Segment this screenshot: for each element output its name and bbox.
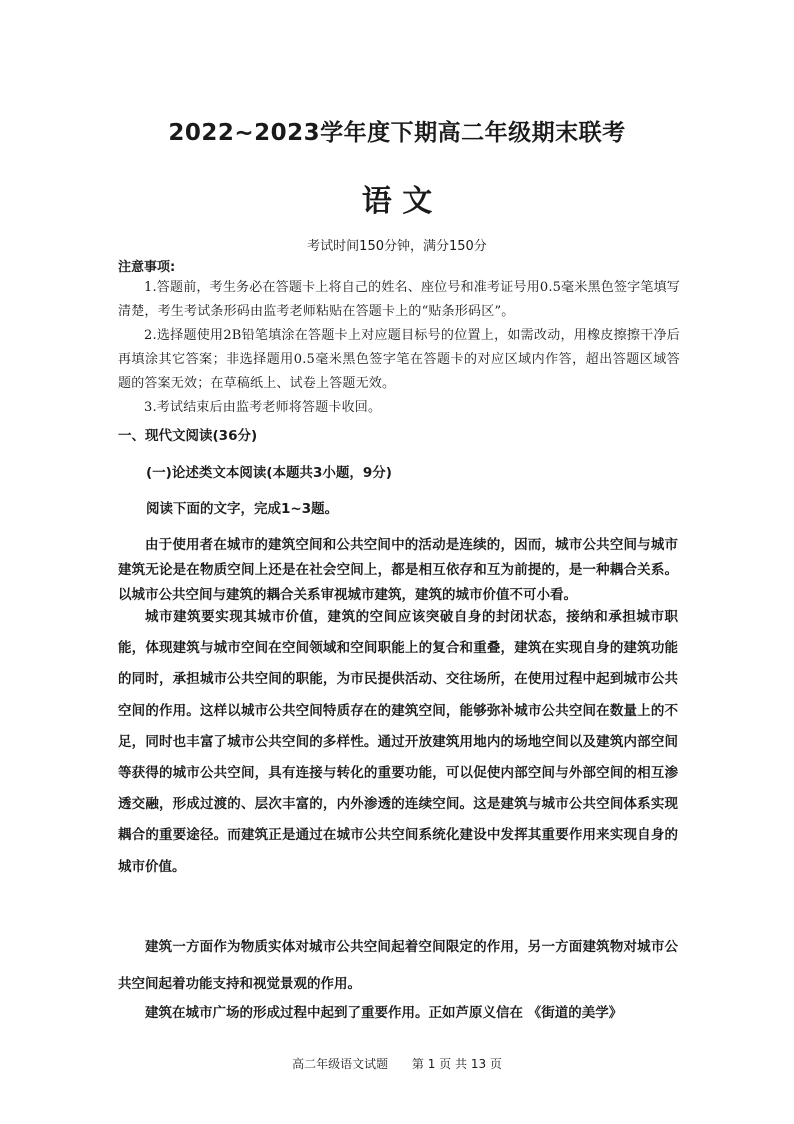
passage-paragraph: 建筑一方面作为物质实体对城市公共空间起着空间限定的作用，另一方面建筑物对城市公共空间起着功能支持和视觉景观的作用。 xyxy=(118,939,678,992)
note-item: 2.选择题使用2B铅笔填涂在答题卡上对应题目标号的位置上，如需改动，用橡皮擦擦干净后再填涂其它答案；非选择题用0.5毫米黑色签字笔在答题卡的对应区域内作答，超出答题区域答题的答案无效；在草稿纸上、试卷上答题无效。 xyxy=(118,328,680,391)
reading-instruction: 阅读下面的文字，完成1~3题。 xyxy=(146,501,339,517)
exam-title: 2022~2023学年度下期高二年级期末联考 xyxy=(168,120,626,146)
passage-paragraph: 建筑在城市广场的形成过程中起到了重要作用。正如芦原义信在 《街道的美学》 xyxy=(145,1005,623,1021)
passage-paragraph: 城市建筑要实现其城市价值，建筑的空间应该突破自身的封闭状态，接纳和承担城市职能，体现建筑与城市空间在空间领域和空间职能上的复合和重叠，建筑在实现自身的建筑功能的同时，承担城市公共空间的职能，为市民提供活动、交往场所，在使用过程中起到城市公共空间的作用。这样以城市公共空间特质存在的建筑空间，能够弥补城市公共空间在数量上的不足，同时也丰富了城市公共空间的多样性。通过开放建筑用地内的场地空间以及建筑内部空间等获得的城市公共空间，具有连接与转化的重要功能，可以促使内部空间与外部空间的相互渗透交融，形成过渡的、层次丰富的，内外渗透的连续空间。这是建筑与城市公共空间体系实现耦合的重要途径。而建筑正是通过在城市公共空间系统化建设中发挥其重要作用来实现自身的城市价值。 xyxy=(118,609,678,875)
footer-exam-name: 高二年级语文试题 xyxy=(292,1057,389,1071)
exam-time-info: 考试时间150分钟，满分150分 xyxy=(307,239,487,254)
section-heading: 一、现代文阅读(36分) xyxy=(118,428,258,444)
notes-heading: 注意事项: xyxy=(118,260,176,275)
note-item: 1.答题前，考生务必在答题卡上将自己的姓名、座位号和准考证号用0.5毫米黑色签字笔填写清楚，考生考试条形码由监考老师粘贴在答题卡上的“贴条形码区”。 xyxy=(118,280,680,319)
notes-list xyxy=(118,276,680,420)
note-item: 3.考试结束后由监考老师将答题卡收回。 xyxy=(144,400,382,415)
footer-page-number: 第 1 页 共 13 页 xyxy=(411,1057,502,1071)
subject-title: 语 文 xyxy=(361,184,433,219)
subsection-heading: (一)论述类文本阅读(本题共3小题，9分) xyxy=(146,465,392,481)
page-footer xyxy=(0,1055,794,1072)
passage-paragraph: 由于使用者在城市的建筑空间和公共空间中的活动是连续的，因而，城市公共空间与城市建筑无论是在物质空间上还是在社会空间上，都是相互依存和互为前提的，是一种耦合关系。以城市公共空间与建筑的耦合关系审视城市建筑，建筑的城市价值不可小看。 xyxy=(118,537,678,603)
